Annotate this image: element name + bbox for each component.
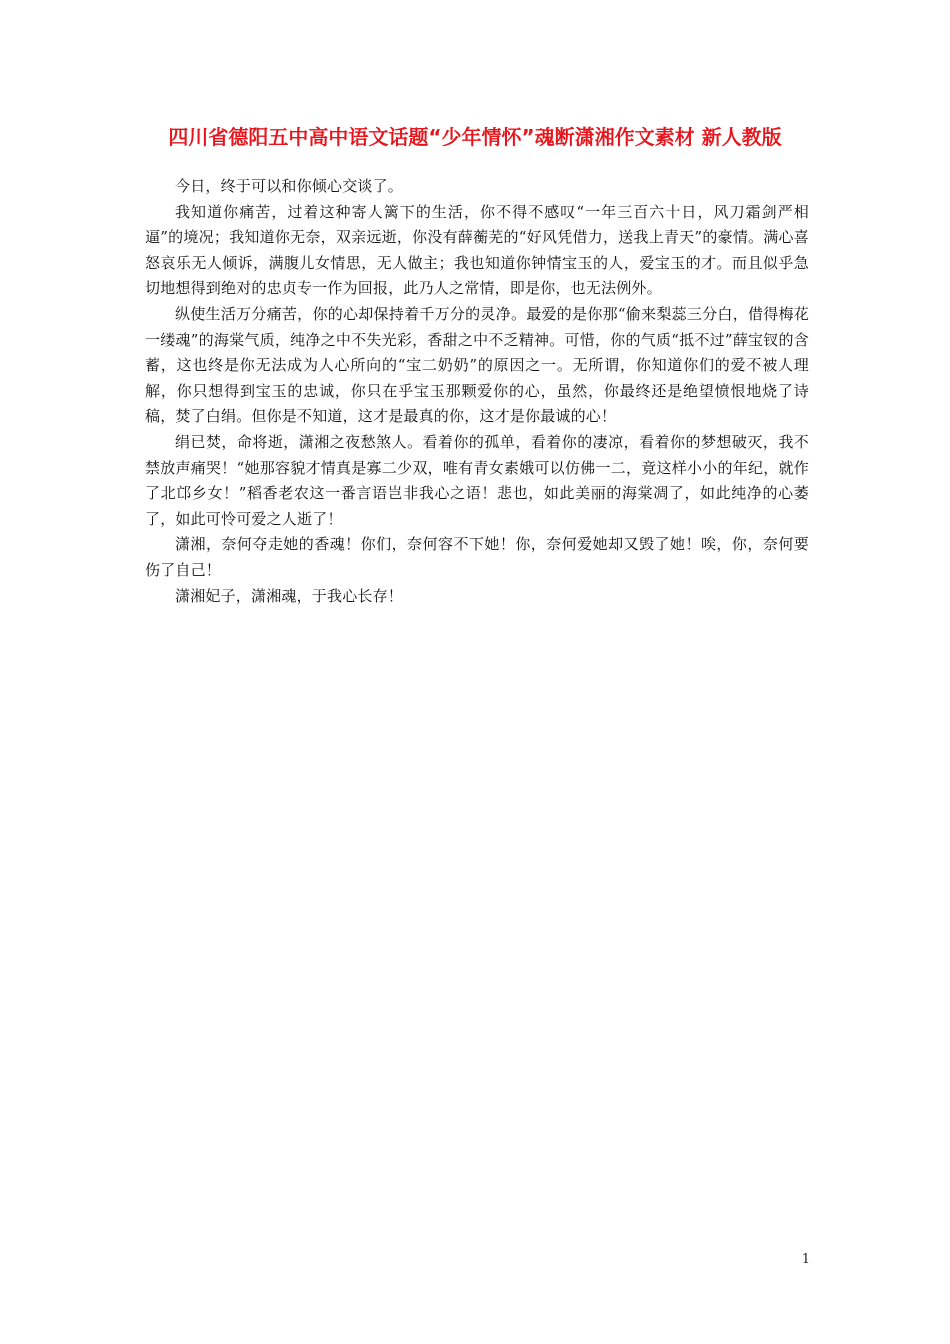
paragraph-2: 我知道你痛苦，过着这种寄人篱下的生活，你不得不感叹“一年三百六十日，风刀霜剑严相逼”的境况；我知道你无奈，双亲远逝，你没有薛蘅芜的“好风凭借力，送我上青天”的豪情。满心喜怒哀乐无人倾诉，满腹儿女情思，无人做主；我也知道你钟情宝玉的人，爱宝玉的才。而且似乎急切地想得到绝对的忠贞专一作为回报，此乃人之常情，即是你，也无法例外。 [145,202,809,298]
page-number: 1 [801,1252,810,1267]
paragraph-3: 纵使生活万分痛苦，你的心却保持着千万分的灵净。最爱的是你那“偷来梨蕊三分白，借得梅花一缕魂”的海棠气质，纯净之中不失光彩，香甜之中不乏精神。可惜，你的气质“抵不过”薛宝钗的含蓄，这也终是你无法成为人心所向的“宝二奶奶”的原因之一。无所谓，你知道你们的爱不被人理解，你只想得到宝玉的忠诚，你只在乎宝玉那颗爱你的心，虽然，你最终还是绝望愤恨地烧了诗稿，焚了白绢。但你是不知道，这才是最真的你，这才是你最诚的心！ [145,304,809,426]
paragraph-6: 潇湘妃子，潇湘魂，于我心长存！ [175,586,404,605]
document-title: 四川省德阳五中高中语文话题“少年情怀”魂断潇湘作文素材 新人教版 [168,125,782,149]
paragraph-4: 绢已焚，命将逝，潇湘之夜愁煞人。看着你的孤单，看着你的凄凉，看着你的梦想破灭，我不禁放声痛哭！“她那容貌才情真是寡二少双，唯有青女素娥可以仿佛一二，竟这样小小的年纪，就作了北邙乡女！”稻香老农这一番言语岂非我心之语！悲也，如此美丽的海棠凋了，如此纯净的心萎了，如此可怜可爱之人逝了！ [145,432,809,528]
document-body [145,174,809,609]
paragraph-5: 潇湘，奈何夺走她的香魂！你们，奈何容不下她！你，奈何爱她却又毁了她！唉，你，奈何要伤了自己！ [145,535,809,579]
paragraph-1: 今日，终于可以和你倾心交谈了。 [175,177,404,195]
